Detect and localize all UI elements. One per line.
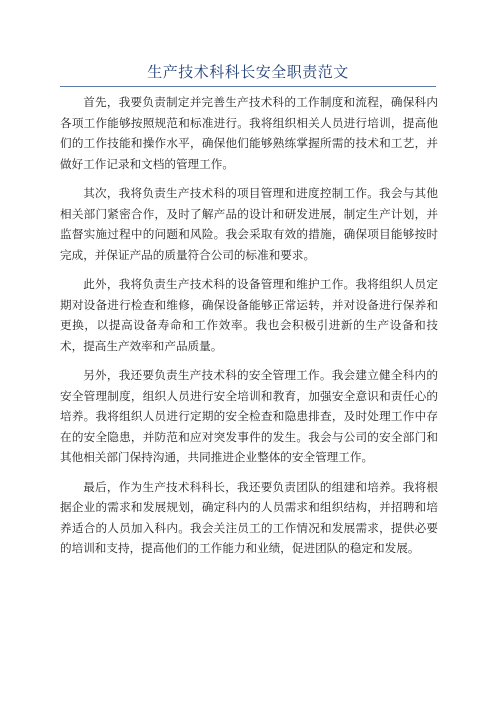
document-title: 生产技术科科长安全职责范文	[147, 63, 349, 81]
paragraph-2: 其次，我将负责生产技术科的项目管理和进度控制工作。我会与其他相关部门紧密合作，及时了解产品的设计和研发进展，制定生产计划，并监督实施过程中的问题和风险。我会采取有效的措施，确保项目能够按时完成，并保证产品的质量符合公司的标准和要求。	[60, 186, 438, 262]
paragraph-3: 此外，我将负责生产技术科的设备管理和维护工作。我将组织人员定期对设备进行检查和维修，确保设备能够正常运转，并对设备进行保养和更换，以提高设备寿命和工作效率。我也会积极引进新的生产设备和技术，提高生产效率和产品质量。	[60, 277, 438, 353]
paragraph-5: 最后，作为生产技术科科长，我还要负责团队的组建和培养。我将根据企业的需求和发展规划，确定科内的人员需求和组织结构，并招聘和培养适合的人员加入科内。我会关注员工的工作情况和发展需求，提供必要的培训和支持，提高他们的工作能力和业绩，促进团队的稳定和发展。	[60, 479, 438, 555]
paragraph-1: 首先，我要负责制定并完善生产技术科的工作制度和流程，确保科内各项工作能够按照规范和标准进行。我将组织相关人员进行培训，提高他们的工作技能和操作水平，确保他们能够熟练掌握所需的技术和工艺，并做好工作记录和文档的管理工作。	[60, 95, 438, 171]
paragraph-4: 另外，我还要负责生产技术科的安全管理工作。我会建立健全科内的安全管理制度，组织人员进行安全培训和教育，加强安全意识和责任心的培养。我将组织人员进行定期的安全检查和隐患排查，及时处理工作中存在的安全隐患，并防范和应对突发事件的发生。我会与公司的安全部门和其他相关部门保持沟通，共同推进企业整体的安全管理工作。	[60, 368, 438, 464]
document-body	[60, 92, 438, 568]
title-divider	[60, 86, 436, 87]
